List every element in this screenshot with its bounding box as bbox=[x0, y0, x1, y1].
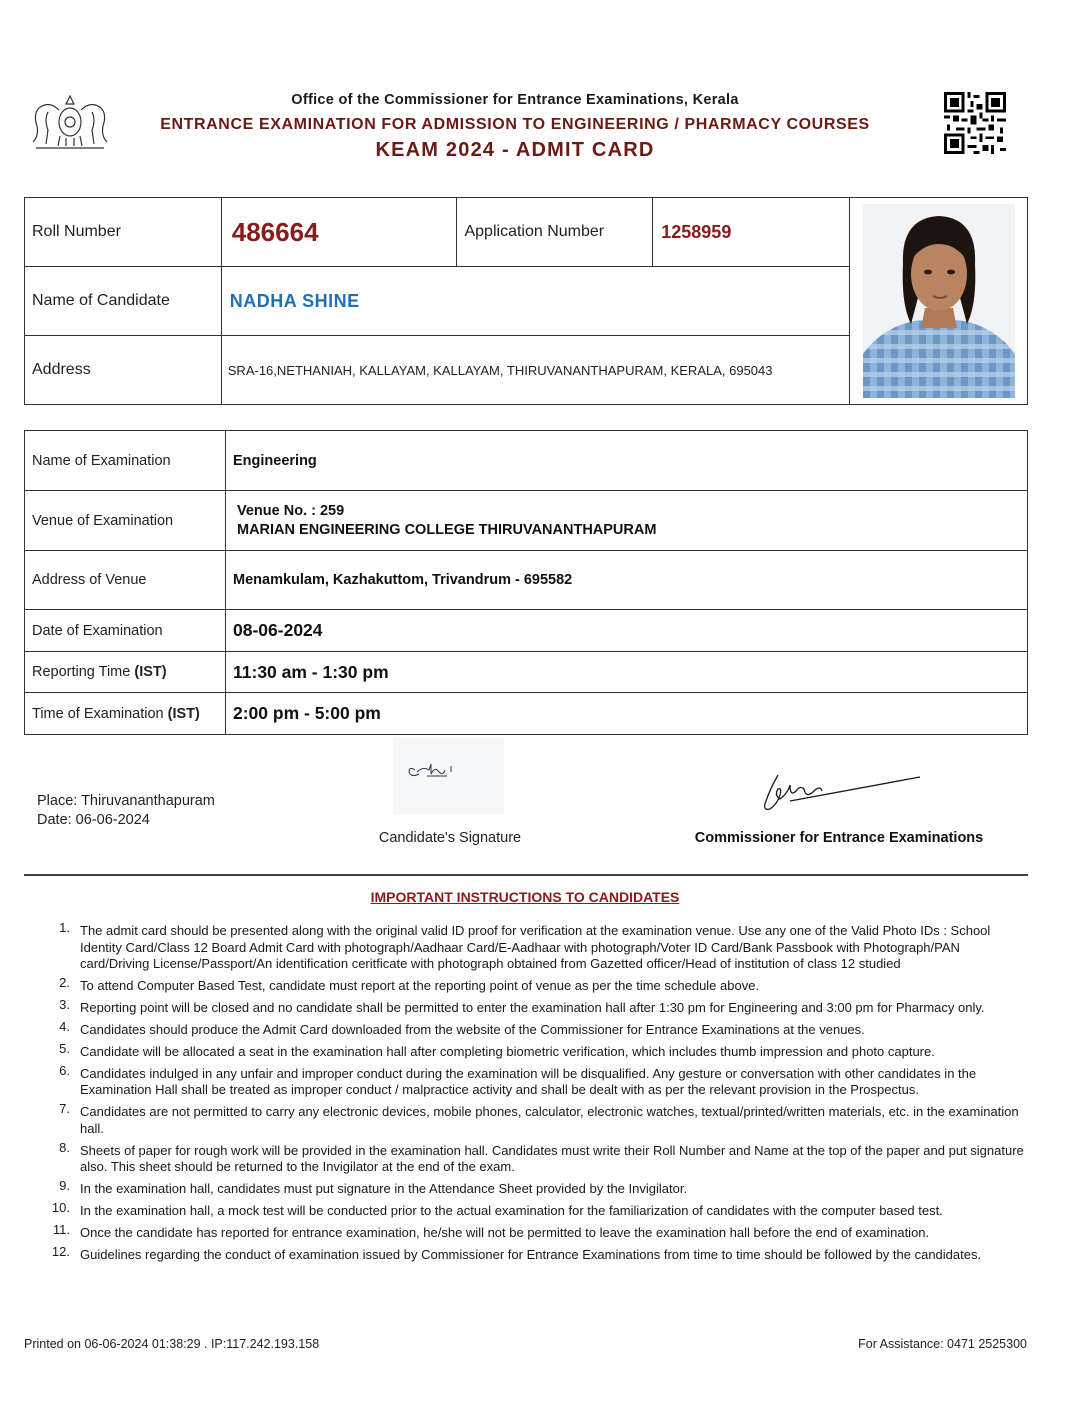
instruction-number: 2. bbox=[59, 975, 70, 991]
venue-value bbox=[226, 491, 1028, 551]
instruction-number: 1. bbox=[59, 920, 70, 935]
reporting-time-label bbox=[25, 652, 226, 693]
instruction-number: 9. bbox=[59, 1178, 70, 1194]
commissioner-signature-image bbox=[760, 765, 925, 815]
venue-address-label: Address of Venue bbox=[25, 551, 226, 610]
instruction-item bbox=[40, 1243, 1025, 1264]
candidate-photo bbox=[863, 204, 1015, 398]
instruction-number: 8. bbox=[59, 1139, 70, 1155]
instruction-number: 3. bbox=[59, 996, 70, 1012]
candidate-name-label: Name of Candidate bbox=[25, 267, 222, 336]
instruction-item bbox=[40, 1139, 1025, 1176]
instruction-item bbox=[40, 1199, 1025, 1220]
instruction-text: Candidate will be allocated a seat in the examination hall after completing biometric verification, which includes thumb impression and photo capture. bbox=[80, 1043, 935, 1059]
address-value: SRA-16,NETHANIAH, KALLAYAM, KALLAYAM, THIRUVANANTHAPURAM, KERALA, 695043 bbox=[221, 336, 849, 405]
instruction-item bbox=[40, 1221, 1025, 1242]
exam-time-value: 2:00 pm - 5:00 pm bbox=[226, 693, 1028, 735]
instruction-number: 4. bbox=[59, 1018, 70, 1034]
exam-time-label-text: Time of Examination bbox=[32, 705, 168, 722]
candidate-signature-image bbox=[393, 738, 504, 814]
application-number-value: 1258959 bbox=[653, 198, 850, 267]
candidate-photo-cell bbox=[850, 198, 1028, 405]
place-text: Place: Thiruvananthapuram bbox=[37, 793, 215, 809]
commissioner-label: Commissioner for Entrance Examinations bbox=[694, 830, 984, 846]
date-text: Date: 06-06-2024 bbox=[37, 812, 150, 828]
place-date-block bbox=[37, 792, 215, 830]
instruction-text: Sheets of paper for rough work will be provided in the examination hall. Candidates must write their Roll Number and Name at the top of the paper and put signature also. This sheet should be returned to the Invigilator at the end of the exam. bbox=[80, 1142, 1024, 1175]
exam-title: ENTRANCE EXAMINATION FOR ADMISSION TO ENGINEERING / PHARMACY COURSES bbox=[160, 116, 870, 133]
roll-row bbox=[25, 198, 1028, 267]
exam-time-ist: (IST) bbox=[167, 705, 200, 722]
candidate-signature-label: Candidate's Signature bbox=[378, 830, 522, 846]
instruction-item bbox=[40, 1101, 1025, 1137]
instruction-text: Candidates are not permitted to carry any electronic devices, mobile phones, calculator, electronic watches, textual/printed/written materials, etc. in the examination hall. bbox=[80, 1104, 1019, 1136]
reporting-time-row bbox=[25, 652, 1028, 693]
instruction-number: 6. bbox=[59, 1062, 70, 1078]
exam-time-label bbox=[25, 693, 226, 735]
office-title: Office of the Commissioner for Entrance Examinations, Kerala bbox=[291, 92, 739, 108]
reporting-time-value: 11:30 am - 1:30 pm bbox=[226, 652, 1028, 693]
exam-details-table bbox=[24, 430, 1028, 735]
instruction-item bbox=[40, 920, 1025, 973]
qr-code-icon bbox=[944, 92, 1006, 154]
instruction-text: Once the candidate has reported for entrance examination, he/she will not be permitted to leave the examination hall before the end of examination. bbox=[80, 1224, 930, 1240]
instructions-list bbox=[40, 920, 1025, 1269]
venue-row bbox=[25, 491, 1028, 551]
candidate-details-table bbox=[24, 197, 1028, 405]
exam-name-label: Name of Examination bbox=[25, 431, 226, 491]
instruction-text: Candidates indulged in any unfair and improper conduct during the examination will be disqualified. Any gesture or conversation with other candidates in the Examination Hall shall be treated as improper conduct / malpractice activity and shall be dealt with as per the relevant provision in the Prospectus. bbox=[80, 1065, 977, 1098]
instruction-text: Reporting point will be closed and no candidate shall be permitted to enter the examination hall after 1:30 pm for Engineering and 3:00 pm for Pharmacy only. bbox=[80, 999, 985, 1015]
roll-number-label: Roll Number bbox=[25, 198, 222, 267]
admit-card-header bbox=[0, 0, 1079, 180]
venue-address-row bbox=[25, 551, 1028, 610]
admit-card-title: KEAM 2024 - ADMIT CARD bbox=[375, 139, 655, 161]
venue-address-value: Menamkulam, Kazhakuttom, Trivandrum - 695582 bbox=[226, 551, 1028, 610]
venue-number: Venue No. : 259 bbox=[237, 502, 345, 519]
instruction-item bbox=[40, 1062, 1025, 1099]
exam-name-value: Engineering bbox=[226, 431, 1028, 491]
exam-name-row bbox=[25, 431, 1028, 491]
exam-date-row bbox=[25, 610, 1028, 652]
section-divider bbox=[24, 874, 1028, 876]
instruction-number: 10. bbox=[51, 1199, 70, 1215]
reporting-time-label-text: Reporting Time bbox=[32, 664, 135, 680]
candidate-signature-scribble bbox=[393, 738, 504, 814]
instruction-item bbox=[40, 1040, 1025, 1061]
instruction-text: In the examination hall, a mock test will be conducted prior to the actual examination for the familiarization of candidates with the computer based test. bbox=[80, 1202, 943, 1218]
instruction-text: To attend Computer Based Test, candidate must report at the reporting point of venue as per the time schedule above. bbox=[80, 978, 760, 994]
instruction-number: 5. bbox=[59, 1040, 70, 1056]
instruction-number: 7. bbox=[59, 1101, 70, 1117]
printed-info: Printed on 06-06-2024 01:38:29 . IP:117.242.193.158 bbox=[24, 1337, 320, 1351]
instruction-item bbox=[40, 1018, 1025, 1039]
venue-name: MARIAN ENGINEERING COLLEGE THIRUVANANTHAPURAM bbox=[237, 521, 657, 538]
instruction-text: Candidates should produce the Admit Card downloaded from the website of the Commissioner for Entrance Examinations at the venues. bbox=[80, 1021, 865, 1037]
instruction-item bbox=[40, 996, 1025, 1017]
application-number-label: Application Number bbox=[457, 198, 653, 267]
exam-time-row bbox=[25, 693, 1028, 735]
instruction-item bbox=[40, 975, 1025, 995]
instruction-item bbox=[40, 1178, 1025, 1198]
venue-label: Venue of Examination bbox=[25, 491, 226, 551]
reporting-ist: (IST) bbox=[134, 664, 167, 680]
instruction-number: 11. bbox=[52, 1221, 70, 1237]
instruction-text: Guidelines regarding the conduct of examination issued by Commissioner for Entrance Examinations from time to time should be followed by the candidates. bbox=[80, 1246, 982, 1262]
assistance-info: For Assistance: 0471 2525300 bbox=[858, 1337, 1027, 1351]
instruction-text: The admit card should be presented along with the original valid ID proof for verification at the examination venue. Use any one of the Valid Photo IDs : School Identity Card/Class 12 Board Admit Card with photograph/Aadhaar Card/E-Aadhaar with photograph/Voter ID Card/Bank Passbook with Photograph/PAN card/Driving License/Passport/An identification ceritficate with photograph obtained from Gazetted officer/Head of institution of class 12 studied bbox=[80, 923, 991, 972]
instructions-title: IMPORTANT INSTRUCTIONS TO CANDIDATES bbox=[370, 889, 680, 905]
exam-date-label: Date of Examination bbox=[25, 610, 226, 652]
instruction-text: In the examination hall, candidates must put signature in the Attendance Sheet provided by the Invigilator. bbox=[80, 1181, 688, 1197]
address-label: Address bbox=[25, 336, 222, 405]
exam-date-value: 08-06-2024 bbox=[226, 610, 1028, 652]
candidate-name-value: NADHA SHINE bbox=[221, 267, 849, 336]
roll-number-value: 486664 bbox=[221, 198, 457, 267]
instruction-number: 12. bbox=[51, 1243, 70, 1259]
